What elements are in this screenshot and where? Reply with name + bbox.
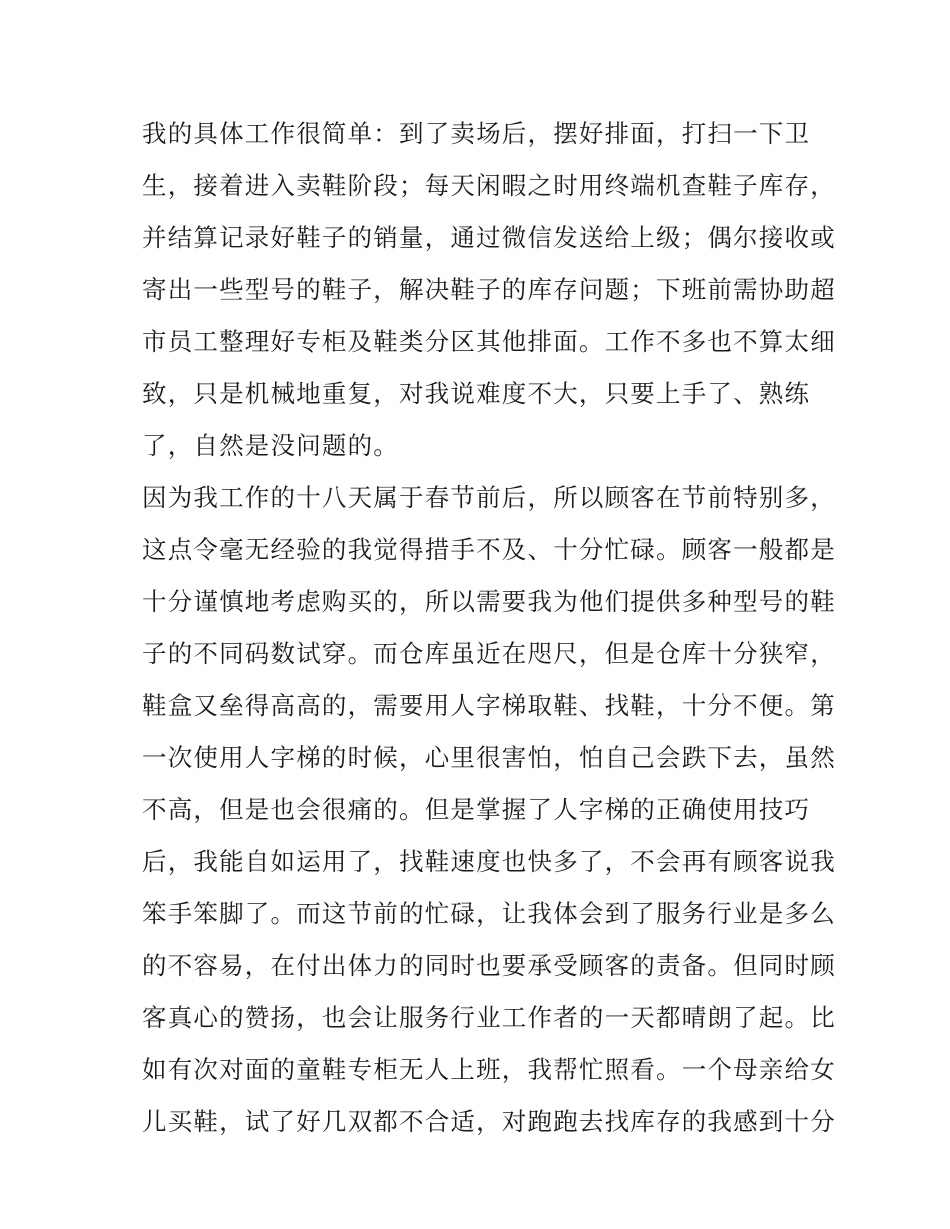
text-line-11: 子的不同码数试穿。而仓库虽近在咫尺，但是仓库十分狭窄， bbox=[142, 639, 836, 668]
text-line-18: 客真心的赞扬，也会让服务行业工作者的一天都晴朗了起。比 bbox=[142, 1003, 836, 1032]
text-line-6: 致，只是机械地重复，对我说难度不大，只要上手了、熟练 bbox=[142, 379, 811, 408]
text-line-2: 生，接着进入卖鞋阶段；每天闲暇之时用终端机查鞋子库存， bbox=[142, 171, 836, 200]
text-line-1: 我的具体工作很简单：到了卖场后，摆好排面，打扫一下卫 bbox=[142, 119, 811, 148]
text-line-16: 笨手笨脚了。而这节前的忙碌，让我体会到了服务行业是多么 bbox=[142, 899, 836, 928]
text-line-4: 寄出一些型号的鞋子，解决鞋子的库存问题；下班前需协助超 bbox=[142, 275, 836, 304]
text-line-15: 后，我能自如运用了，找鞋速度也快多了，不会再有顾客说我 bbox=[142, 847, 836, 876]
text-line-7: 了，自然是没问题的。 bbox=[142, 431, 399, 460]
text-line-17: 的不容易，在付出体力的同时也要承受顾客的责备。但同时顾 bbox=[142, 951, 836, 980]
text-line-9: 这点令毫无经验的我觉得措手不及、十分忙碌。顾客一般都是 bbox=[142, 535, 836, 564]
text-line-3: 并结算记录好鞋子的销量，通过微信发送给上级；偶尔接收或 bbox=[142, 223, 836, 252]
text-line-20: 儿买鞋，试了好几双都不合适，对跑跑去找库存的我感到十分 bbox=[142, 1107, 836, 1136]
text-line-10: 十分谨慎地考虑购买的，所以需要我为他们提供多种型号的鞋 bbox=[142, 587, 836, 616]
text-line-12: 鞋盒又垒得高高的，需要用人字梯取鞋、找鞋，十分不便。第 bbox=[142, 691, 836, 720]
body-text bbox=[142, 108, 836, 1148]
text-line-13: 一次使用人字梯的时候，心里很害怕，怕自己会跌下去，虽然 bbox=[142, 743, 836, 772]
text-line-5: 市员工整理好专柜及鞋类分区其他排面。工作不多也不算太细 bbox=[142, 327, 836, 356]
text-line-14: 不高，但是也会很痛的。但是掌握了人字梯的正确使用技巧 bbox=[142, 795, 811, 824]
text-line-8: 因为我工作的十八天属于春节前后，所以顾客在节前特别多， bbox=[142, 483, 836, 512]
text-line-19: 如有次对面的童鞋专柜无人上班，我帮忙照看。一个母亲给女 bbox=[142, 1055, 836, 1084]
